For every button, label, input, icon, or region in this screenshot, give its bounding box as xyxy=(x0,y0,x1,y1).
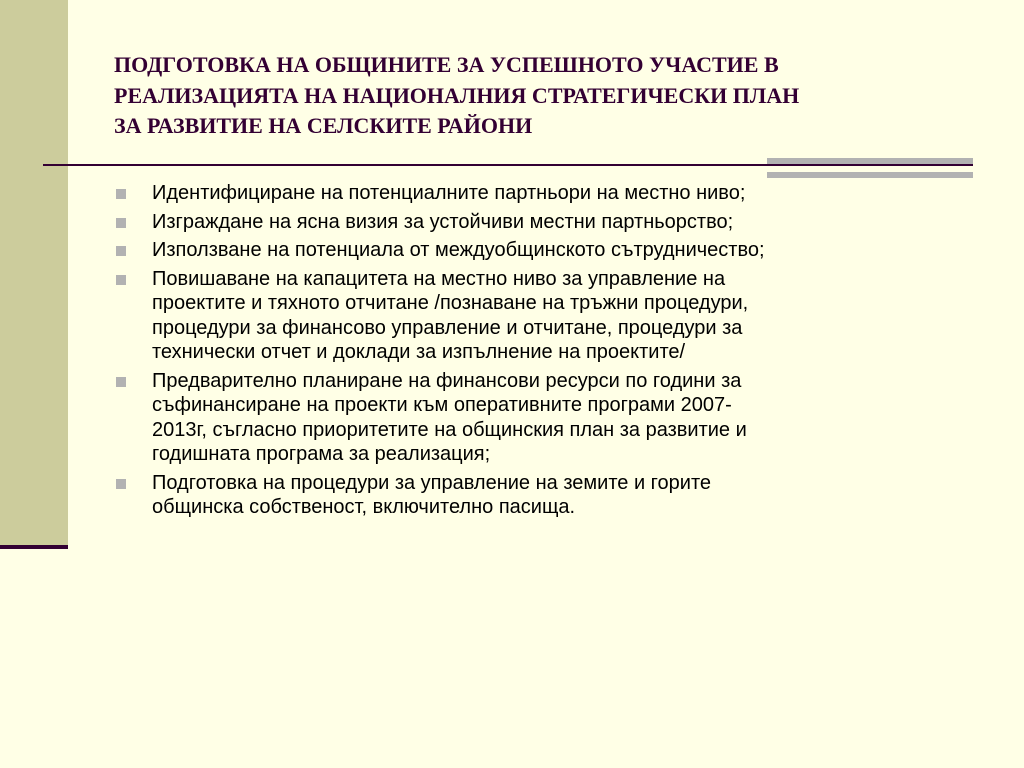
bullet-item xyxy=(114,238,954,263)
bullet-line: Подготовка на процедури за управление на земите и горите xyxy=(152,471,712,494)
title-line: ПОДГОТОВКА НА ОБЩИНИТЕ ЗА УСПЕШНОТО УЧАСТИЕ В xyxy=(114,52,779,77)
bullet-list xyxy=(114,181,954,524)
bullet-line: процедури за финансово управление и отчитане, процедури за xyxy=(152,316,743,339)
bullet-line: технически отчет и доклади за изпълнение на проектите/ xyxy=(152,341,686,363)
side-decor-bar xyxy=(0,0,68,545)
bullet-line: съфинансиране на проекти към оперативните програми 2007- xyxy=(152,394,732,416)
bullet-line: Използване на потенциала от междуобщинското сътрудничество; xyxy=(152,239,765,261)
bullet-item xyxy=(114,181,954,206)
bullet-item xyxy=(114,369,954,467)
bullet-line: Изграждане на ясна визия за устойчиви местни партньорство; xyxy=(152,210,734,233)
bullet-line: Повишаване на капацитета на местно ниво за управление на xyxy=(152,267,726,290)
square-bullet-icon xyxy=(116,246,126,256)
square-bullet-icon xyxy=(116,218,126,228)
bullet-line: Предварително планиране на финансови ресурси по години за xyxy=(152,369,742,392)
bullet-item xyxy=(114,471,954,520)
square-bullet-icon xyxy=(116,377,126,387)
square-bullet-icon xyxy=(116,189,126,199)
bullet-item xyxy=(114,210,954,235)
bullet-line: проектите и тяхното отчитане /познаване на тръжни процедури, xyxy=(152,292,749,314)
title-line: РЕАЛИЗАЦИЯТА НА НАЦИОНАЛНИЯ СТРАТЕГИЧЕСКИ ПЛАН xyxy=(114,82,800,108)
bullet-line: Идентифициране на потенциалните партньори на местно ниво; xyxy=(152,182,746,204)
slide-title xyxy=(114,50,994,142)
square-bullet-icon xyxy=(116,275,126,285)
title-line: ЗА РАЗВИТИЕ НА СЕЛСКИТЕ РАЙОНИ xyxy=(114,113,533,138)
bullet-line: общинска собственост, включително пасища. xyxy=(152,496,576,518)
bullet-line: годишната програма за реализация; xyxy=(152,443,491,465)
title-divider xyxy=(43,164,973,166)
accent-bar-top xyxy=(767,158,973,164)
side-decor-rule xyxy=(0,545,68,549)
square-bullet-icon xyxy=(116,479,126,489)
accent-bar-bottom xyxy=(767,172,973,178)
bullet-item xyxy=(114,267,954,365)
bullet-line: 2013г, съгласно приоритетите на общинския план за развитие и xyxy=(152,418,747,441)
